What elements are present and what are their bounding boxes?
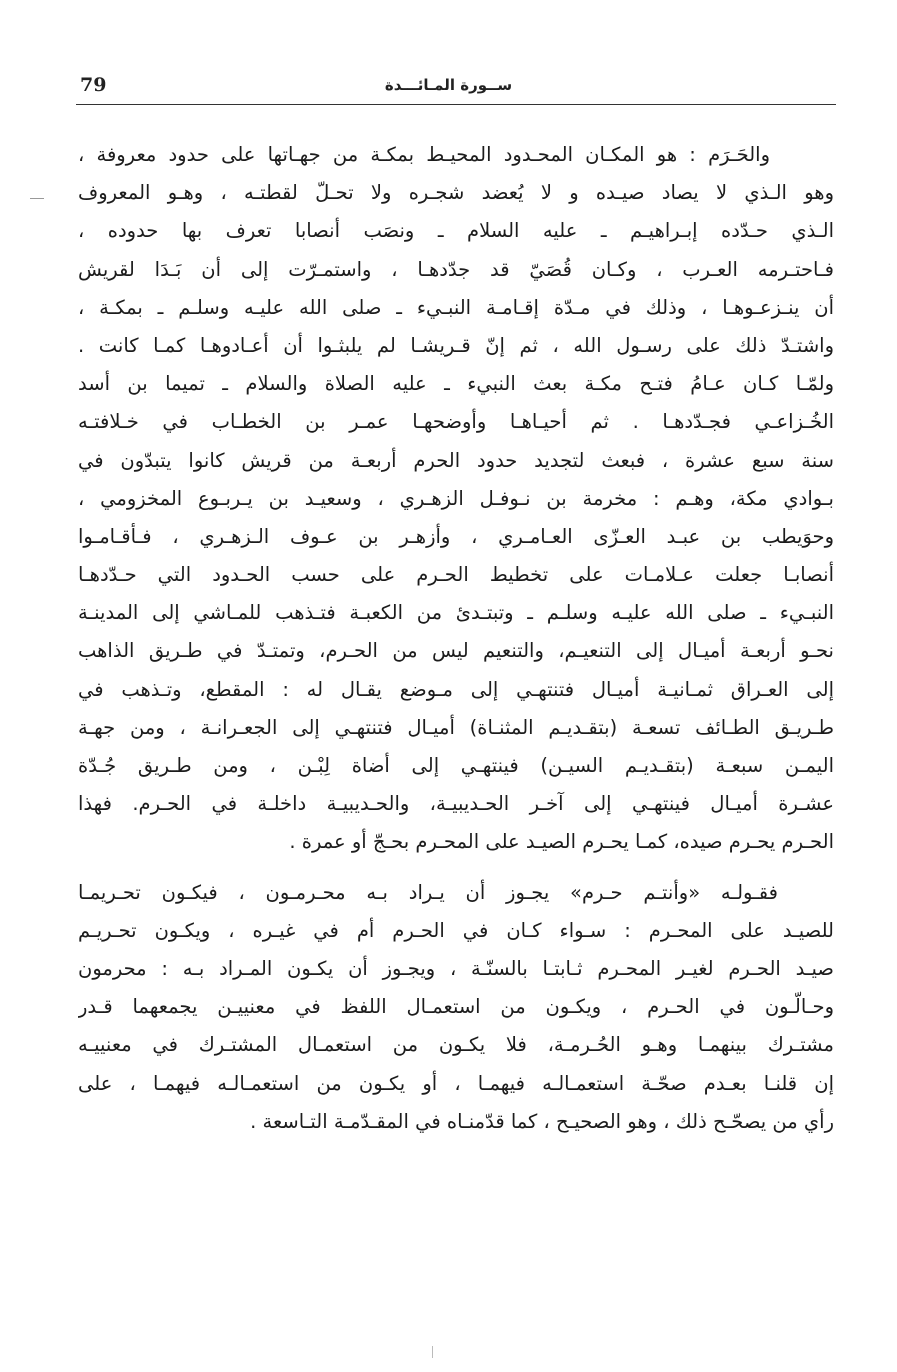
bottom-mark (432, 1346, 433, 1358)
text-line: عشـرة أميـال فينتهـي إلى آخـر الحـديبيـة، والحـديبيـة داخلـة في الحـرم. فهذا (78, 792, 834, 816)
text-line: فقـولـه «وأنتـم حـرم» يجـوز أن يـراد بـه محـرمـون ، فيكـون تحـريمـا (78, 880, 778, 904)
text-line: إن قلنـا بعـدم صحّـة استعمـالـه فيهمـا ، أو يكـون من استعمـالـه فيهمـا ، على (78, 1071, 834, 1095)
text-line: صيـد الحـرم لغيـر المحـرم ثـابتـا بالسنّـة ، ويجـوز أن يكـون المـراد بـه : محرمون (78, 956, 834, 980)
text-line: الحـرم يحـرم صيده، كمـا يحـرم الصيـد على المحـرم بحـجّ أو عمرة . (289, 830, 834, 854)
body-text (78, 136, 834, 1141)
text-line: الـذي حـدّده إبـراهيـم ـ عليه السلام ـ ونصَب أنصابا تعرف بها حدوده ، (78, 219, 834, 243)
page-number: 79 (80, 74, 107, 96)
text-line: ولمّـا كـان عـامُ فتـح مكـة بعث النبيء ـ عليه الصلاة والسلام ـ تميما بن أسد (78, 372, 834, 396)
text-line: وهو الـذي لا يصاد صيـده و لا يُعضد شجـره ولا تحـلّ لقطتـه ، وهـو المعروف (78, 181, 834, 205)
text-line: النبـيء ـ صلى الله عليـه وسلـم ـ وتبتـدئ من الكعبـة فتـذهب للمـاشي إلى المدينـة (78, 601, 834, 625)
text-line: سنة سبع عشرة ، فبعث لتجديد حدود الحرم أربعـة من قريش كانوا يتبدّون في (78, 448, 834, 472)
paragraph-1 (78, 136, 834, 862)
text-line: وحـالّـون في الحـرم ، ويكـون من استعمـال اللفظ في معنييـن يجمعهما قـدر (78, 995, 834, 1019)
paragraph-2 (78, 874, 834, 1141)
text-line: واشتـدّ ذلك على رسـول الله ، ثم إنّ قـريشـا لم يلبثـوا أن أعـادوهـا كمـا كانت . (78, 333, 834, 357)
text-line: بـوادي مكة، وهـم : مخرمة بن نـوفـل الزهـري ، وسعيـد بن يـربـوع المخزومي ، (78, 486, 834, 510)
text-line: وحوَيطب بن عبـد العـزّى العـامـري ، وأزهـر بن عـوف الـزهـري ، فـأقـامـوا (78, 524, 834, 548)
text-line: الخُـزاعـي فجـدّدهـا . ثم أحيـاهـا وأوضحهـا عمـر بن الخطـاب في خـلافتـه (78, 410, 834, 434)
margin-mark (30, 198, 44, 199)
text-line: مشتـرك بينهمـا وهـو الحُـرمـة، فلا يكـون من استعمـال المشتـرك في معنييـه (78, 1033, 834, 1057)
text-line: إلى العـراق ثمـانيـة أميـال فتنتهـي إلى مـوضع يقـال له : المقطع، وتـذهب في (78, 677, 834, 701)
text-line: اليمـن سبعـة (بتقـديـم السيـن) فينتهـي إلى أضاة لِبْـن ، ومن طـريق جُـدّة (78, 754, 834, 777)
text-line: طـريـق الطـائف تسعـة (بتقـديـم المثنـاة) أميـال فتنتهـي إلى الجعـرانـة ، ومن جهـة (78, 715, 834, 739)
text-line: والحَـرَم : هو المكـان المحـدود المحيـط بمكـة من جهـاتها على حدود معروفة ، (78, 143, 770, 166)
header-rule (76, 104, 836, 105)
text-line: أن ينـزعـوهـا ، وذلك في مـدّة إقـامـة النبـيء ـ صلى الله عليـه وسلـم ـ بمكـة ، (78, 295, 834, 319)
running-title: ســورة المـائـــدة (384, 76, 513, 94)
text-line: فـاحتـرمه العـرب ، وكـان قُصَيّ قد جدّدهـا ، واستمـرّت إلى أن بَـدَا لقريش (78, 257, 834, 281)
text-line: نحـو أربعـة أميـال إلى التنعيـم، والتنعيم ليس من الحـرم، وتمتـدّ في طـريق الذاهب (78, 639, 834, 663)
text-line: للصيـد على المحـرم : سـواء كـان في الحـرم أم في غيـره ، ويكـون تحـريـم (78, 918, 834, 942)
text-line: أنصابـا جعلت عـلامـات على تخطيط الحـرم على حسب الحـدود التي حـدّدهـا (78, 563, 834, 587)
text-line: رأي من يصحّـح ذلك ، وهو الصحيـح ، كما قدّمنـاه في المقـدّمـة التـاسعة . (250, 1109, 834, 1133)
